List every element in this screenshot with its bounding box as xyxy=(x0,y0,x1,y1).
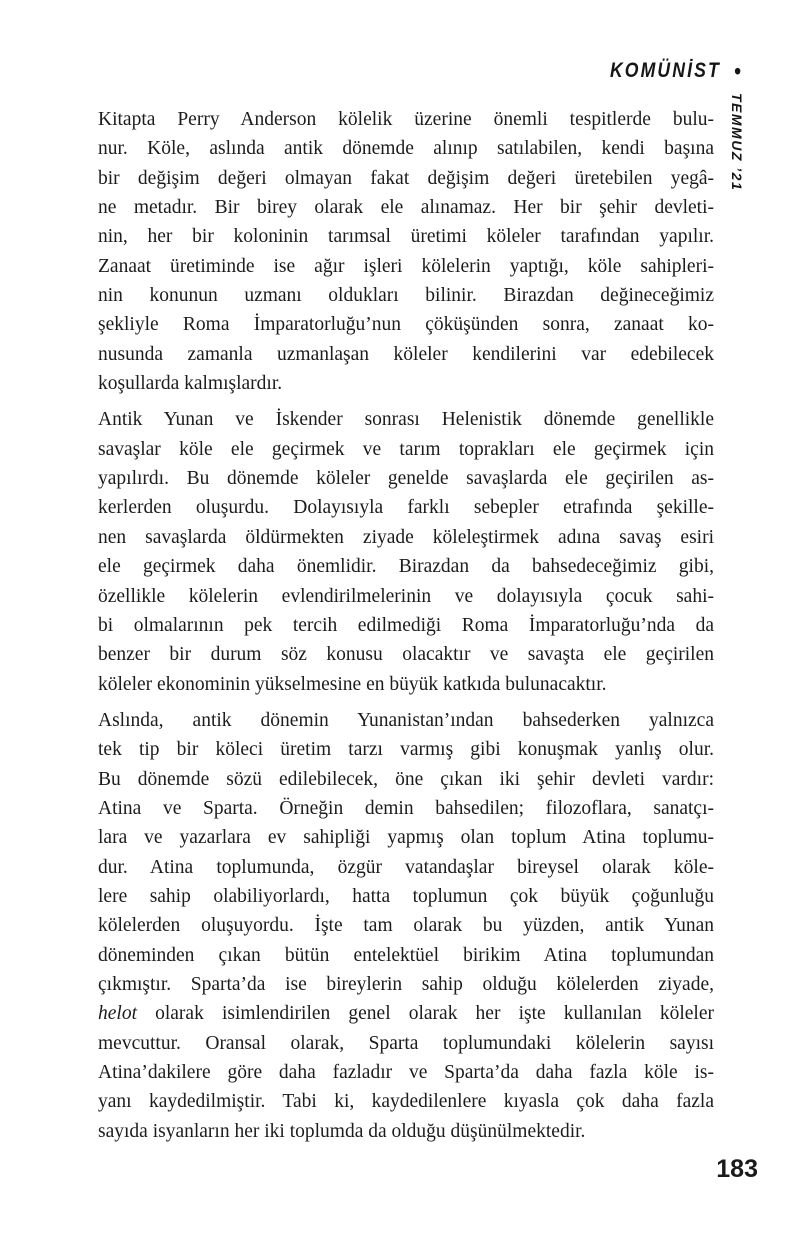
text-line: Bu dönemde sözü edilebilecek, öne çıkan iki şehir devleti vardır: xyxy=(98,768,714,790)
text-line: benzer bir durum söz konusu olacaktır ve savaşta ele geçirilen xyxy=(98,644,714,666)
text-line: Antik Yunan ve İskender sonrası Helenistik dönemde genellikle xyxy=(98,409,714,431)
text-line: bi olmalarının pek tercih edilmediği Roma İmparatorluğu’nda da xyxy=(98,614,714,636)
text-line: ele geçirmek daha önemlidir. Birazdan da bahsedeceğimiz gibi, xyxy=(98,556,714,578)
text-line: kerlerden oluşurdu. Dolayısıyla farklı sebepler etrafında şekille- xyxy=(98,497,714,519)
text-line: Aslında, antik dönemin Yunanistan’ından bahsederken yalnızca xyxy=(98,709,714,731)
article-body xyxy=(98,105,714,1153)
text-line xyxy=(98,999,714,1028)
issue-date: TEMMUZ ’21 xyxy=(729,93,745,192)
text-line: özellikle kölelerin evlendirilmelerinin ve dolayısıyla çocuk sahi- xyxy=(98,585,714,607)
text-line: nen savaşlarda öldürmekten ziyade köleleştirmek adına savaş esiri xyxy=(98,526,714,548)
paragraph xyxy=(98,105,714,398)
text-line: savaşlar köle ele geçirmek ve tarım toprakları ele geçirmek için xyxy=(98,438,714,460)
text-line: yapılırdı. Bu dönemde köleler genelde savaşlarda ele geçirilen as- xyxy=(98,468,714,490)
text-line: nin konunun uzmanı oldukları bilinir. Birazdan değineceğimiz xyxy=(98,285,714,307)
text-line: koşullarda kalmışlardır. xyxy=(98,373,283,395)
text-line: Kitapta Perry Anderson kölelik üzerine önemli tespitlerde bulu- xyxy=(98,109,714,130)
text-line: Zanaat üretiminde ise ağır işleri kölelerin yaptığı, köle sahipleri- xyxy=(98,255,714,277)
text-line: tek tip bir köleci üretim tarzı varmış gibi konuşmak yanlış olur. xyxy=(98,739,714,761)
magazine-title xyxy=(610,59,741,83)
text-segment: olarak isimlendirilen genel olarak her işte kullanılan köleler xyxy=(137,1003,714,1025)
bullet-separator-icon: • xyxy=(734,57,741,84)
italic-term: helot xyxy=(98,1003,137,1025)
paragraph xyxy=(98,706,714,1146)
text-line: ne metadır. Bir birey olarak ele alınamaz. Her bir şehir devleti- xyxy=(98,197,714,219)
magazine-title-text: KOMÜNİST xyxy=(609,59,721,82)
page-number: 183 xyxy=(716,1155,758,1183)
text-line: nur. Köle, aslında antik dönemde alınıp satılabilen, kendi başına xyxy=(98,138,714,160)
text-line: mevcuttur. Oransal olarak, Sparta toplumundaki kölelerin sayısı xyxy=(98,1032,714,1054)
text-line: şekliyle Roma İmparatorluğu’nun çöküşünden sonra, zanaat ko- xyxy=(98,314,714,336)
text-line: sayıda isyanların her iki toplumda da olduğu düşünülmektedir. xyxy=(98,1120,586,1142)
text-line: kölelerden oluşuyordu. İşte tam olarak bu yüzden, antik Yunan xyxy=(98,915,714,937)
paragraph xyxy=(98,405,714,698)
text-line: çıkmıştır. Sparta’da ise bireylerin sahip olduğu kölelerden ziyade, xyxy=(98,973,714,995)
text-line: yanı kaydedilmiştir. Tabi ki, kaydedilenlere kıyasla çok daha fazla xyxy=(98,1091,714,1113)
text-line: Atina ve Sparta. Örneğin demin bahsedilen; filozoflara, sanatçı- xyxy=(98,797,714,819)
text-line: nusunda zamanla uzmanlaşan köleler kendilerini var edebilecek xyxy=(98,343,714,365)
text-line: lara ve yazarlara ev sahipliği yapmış olan toplum Atina toplumu- xyxy=(98,827,714,849)
text-line: nin, her bir koloninin tarımsal üretimi köleler tarafından yapılır. xyxy=(98,226,714,248)
text-line: köleler ekonominin yükselmesine en büyük katkıda bulunacaktır. xyxy=(98,673,607,695)
text-line: döneminden çıkan bütün entelektüel birikim Atina toplumundan xyxy=(98,944,714,966)
text-line: lere sahip olabiliyorlardı, hatta toplumun çok büyük çoğunluğu xyxy=(98,885,714,907)
text-line: dur. Atina toplumunda, özgür vatandaşlar bireysel olarak köle- xyxy=(98,856,714,878)
text-line: bir değişim değeri olmayan fakat değişim değeri üretebilen yegâ- xyxy=(98,167,714,189)
text-line: Atina’dakilere göre daha fazladır ve Sparta’da daha fazla köle is- xyxy=(98,1062,714,1083)
